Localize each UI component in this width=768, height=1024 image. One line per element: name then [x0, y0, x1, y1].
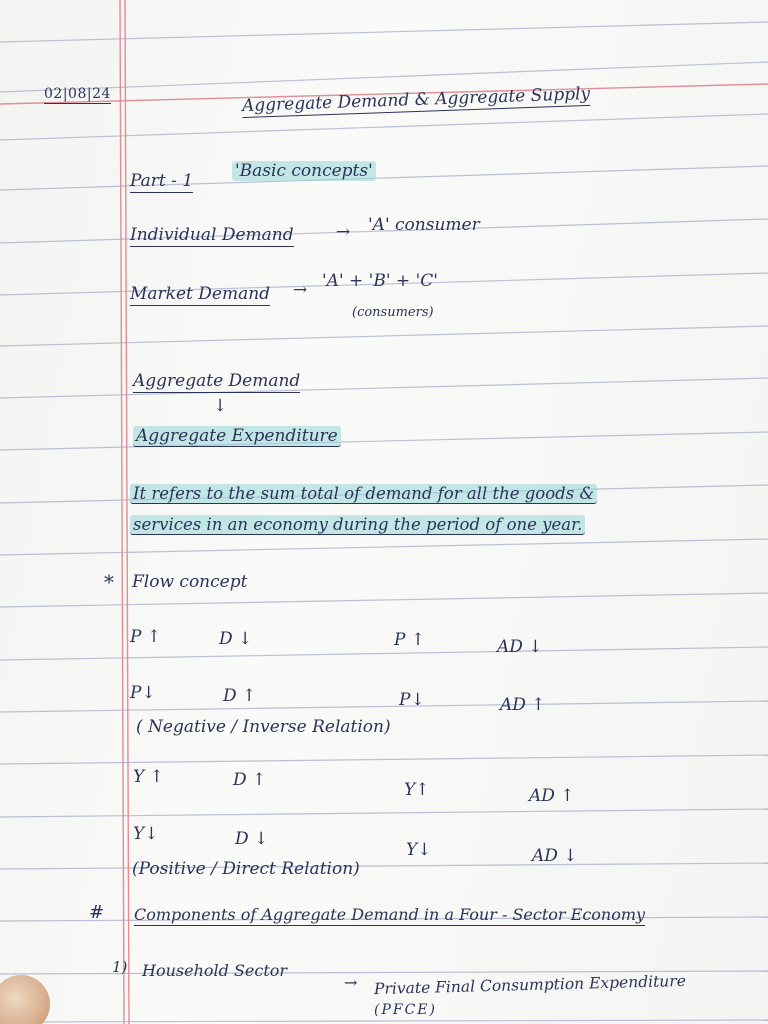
flow-concept: Flow concept — [132, 572, 248, 592]
pfce-text: Private Final Consumption Expenditure — [373, 971, 687, 999]
rel-row1-d: AD ↓ — [497, 637, 543, 657]
components-heading: Components of Aggregate Demand in a Four - Sector Economy — [134, 905, 646, 924]
household-sector: Household Sector — [142, 961, 288, 980]
negative-relation-note: ( Negative / Inverse Relation) — [136, 717, 391, 737]
market-demand-term: Market Demand — [130, 284, 271, 304]
page-title: Aggregate Demand & Aggregate Supply — [241, 83, 591, 117]
rel-row4-c: Y↓ — [406, 840, 432, 860]
market-arrow: → — [293, 280, 308, 300]
definition-line-2: services in an economy during the period of one year. — [130, 515, 585, 535]
aggregate-expenditure: Aggregate Expenditure — [133, 426, 341, 447]
individual-demand-term: Individual Demand — [130, 225, 294, 245]
rel-row1-a: P ↑ — [130, 627, 162, 647]
rel-row2-a: P↓ — [130, 683, 156, 703]
rel-row1-c: P ↑ — [394, 630, 426, 650]
positive-relation-note: (Positive / Direct Relation) — [132, 859, 360, 879]
rel-row3-c: Y↑ — [404, 780, 430, 800]
part-name: 'Basic concepts' — [232, 161, 376, 181]
down-arrow: ↓ — [213, 396, 228, 416]
household-number: 1) — [112, 958, 128, 976]
rel-row4-d: AD ↓ — [532, 846, 578, 866]
star-marker: * — [104, 570, 114, 594]
pfce-abbr: (PFCE) — [374, 1002, 437, 1018]
market-demand-value: 'A' + 'B' + 'C' — [322, 271, 438, 291]
rel-row2-c: P↓ — [399, 690, 425, 710]
date: 02|08|24 — [44, 86, 111, 102]
rel-row2-b: D ↑ — [223, 686, 257, 706]
aggregate-demand-term: Aggregate Demand — [133, 371, 301, 391]
rel-row4-b: D ↓ — [235, 829, 269, 849]
part-label: Part - 1 — [130, 171, 194, 191]
market-demand-note: (consumers) — [352, 305, 434, 320]
definition-line-1: It refers to the sum total of demand for all the goods & — [130, 484, 597, 504]
individual-demand-value: 'A' consumer — [368, 215, 480, 235]
individual-arrow: → — [336, 222, 351, 242]
household-arrow: → — [344, 973, 358, 992]
rel-row3-a: Y ↑ — [133, 767, 164, 787]
rel-row4-a: Y↓ — [133, 824, 159, 844]
rel-row3-d: AD ↑ — [529, 786, 575, 806]
hash-marker: # — [89, 902, 105, 923]
rel-row1-b: D ↓ — [219, 629, 253, 649]
rel-row2-d: AD ↑ — [500, 695, 546, 715]
rel-row3-b: D ↑ — [233, 770, 267, 790]
